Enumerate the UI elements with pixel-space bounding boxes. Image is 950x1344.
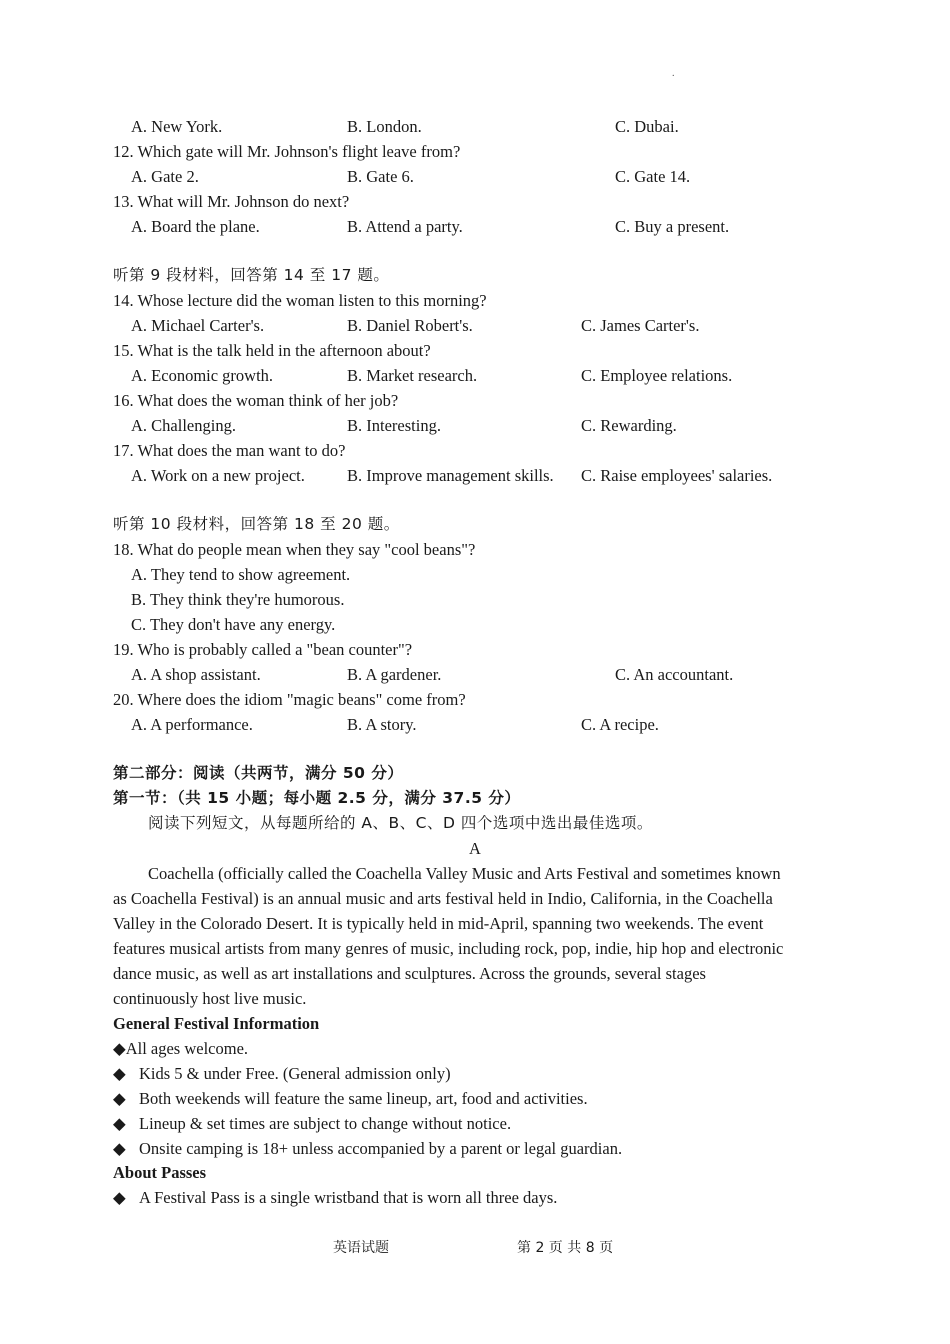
passage-line-3: Valley in the Colorado Desert. It is typically held in mid-April, spanning two weekends. The event	[113, 914, 764, 933]
q15-option-a: A. Economic growth.	[131, 366, 274, 385]
general-item: ◆All ages welcome.	[113, 1039, 249, 1058]
general-info-heading: General Festival Information	[113, 1014, 320, 1033]
general-item: ◆ Both weekends will feature the same lineup, art, food and activities.	[113, 1086, 588, 1111]
q16-option-a: A. Challenging.	[131, 416, 236, 435]
q15-option-b: B. Market research.	[347, 366, 478, 385]
q18-option-c: C. They don't have any energy.	[131, 615, 336, 634]
q13-option-b: B. Attend a party.	[347, 217, 463, 236]
q17-option-c: C. Raise employees' salaries.	[581, 466, 773, 485]
passage-line-1: Coachella (officially called the Coachella Valley Music and Arts Festival and sometimes known	[148, 864, 781, 883]
q20-option-a: A. A performance.	[131, 715, 253, 734]
q13-question: 13. What will Mr. Johnson do next?	[113, 192, 350, 211]
diamond-bullet-icon: ◆	[113, 1139, 126, 1158]
q16-option-b: B. Interesting.	[347, 416, 441, 435]
general-item: ◆ Kids 5 & under Free. (General admission only)	[113, 1061, 451, 1086]
q15-option-c: C. Employee relations.	[581, 366, 733, 385]
diamond-bullet-icon: ◆	[113, 1089, 126, 1108]
q12-option-b: B. Gate 6.	[347, 167, 414, 186]
q14-option-c: C. James Carter's.	[581, 316, 700, 335]
passage-letter: A	[469, 839, 481, 858]
section-10-heading: 听第 10 段材料，回答第 18 至 20 题。	[113, 515, 400, 533]
q12-option-c: C. Gate 14.	[615, 167, 691, 186]
q16-option-c: C. Rewarding.	[581, 416, 677, 435]
q11-option-c: C. Dubai.	[615, 117, 679, 136]
q19-option-b: B. A gardener.	[347, 665, 442, 684]
footer-subject: 英语试题	[333, 1240, 389, 1256]
passage-line-6: continuously host live music.	[113, 989, 307, 1008]
q20-option-c: C. A recipe.	[581, 715, 659, 734]
q20-question: 20. Where does the idiom "magic beans" come from?	[113, 690, 466, 709]
q11-option-a: A. New York.	[131, 117, 223, 136]
passes-heading: About Passes	[113, 1163, 207, 1182]
diamond-bullet-icon: ◆	[113, 1188, 126, 1207]
q19-question: 19. Who is probably called a "bean counter"?	[113, 640, 413, 659]
q14-option-a: A. Michael Carter's.	[131, 316, 265, 335]
part-2-title: 第二部分：阅读（共两节，满分 50 分）	[113, 764, 404, 782]
passage-line-4: features musical artists from many genres of music, including rock, pop, indie, hip hop and electronic	[113, 939, 784, 958]
q12-question: 12. Which gate will Mr. Johnson's flight leave from?	[113, 142, 461, 161]
passage-line-5: dance music, as well as art installations and sculptures. Across the grounds, several stages	[113, 964, 706, 983]
general-item: ◆ Lineup & set times are subject to change without notice.	[113, 1111, 511, 1136]
footer-page-number: 第 2 页 共 8 页	[517, 1240, 614, 1256]
q14-option-b: B. Daniel Robert's.	[347, 316, 473, 335]
q17-option-b: B. Improve management skills.	[347, 466, 554, 485]
diamond-bullet-icon: ◆	[113, 1064, 126, 1083]
q20-option-b: B. A story.	[347, 715, 417, 734]
q18-option-b: B. They think they're humorous.	[131, 590, 345, 609]
passage-line-2: as Coachella Festival) is an annual music and arts festival held in Indio, California, in the Coachella	[113, 889, 773, 908]
q14-question: 14. Whose lecture did the woman listen to this morning?	[113, 291, 487, 310]
q13-option-c: C. Buy a present.	[615, 217, 730, 236]
diamond-bullet-icon: ◆	[113, 1114, 126, 1133]
general-item: ◆ Onsite camping is 18+ unless accompanied by a parent or legal guardian.	[113, 1136, 622, 1161]
q17-option-a: A. Work on a new project.	[131, 466, 305, 485]
q17-question: 17. What does the man want to do?	[113, 441, 346, 460]
q11-option-b: B. London.	[347, 117, 422, 136]
q18-question: 18. What do people mean when they say "cool beans"?	[113, 540, 476, 559]
diamond-bullet-icon: ◆	[113, 1039, 126, 1058]
passes-item: ◆ A Festival Pass is a single wristband that is worn all three days.	[113, 1185, 557, 1210]
q15-question: 15. What is the talk held in the afternoon about?	[113, 341, 431, 360]
q19-option-c: C. An accountant.	[615, 665, 734, 684]
reading-instruction: 阅读下列短文，从每题所给的 A、B、C、D 四个选项中选出最佳选项。	[148, 814, 653, 832]
q12-option-a: A. Gate 2.	[131, 167, 199, 186]
q19-option-a: A. A shop assistant.	[131, 665, 261, 684]
corner-mark: .	[672, 68, 675, 79]
q18-option-a: A. They tend to show agreement.	[131, 565, 351, 584]
section-9-heading: 听第 9 段材料，回答第 14 至 17 题。	[113, 266, 390, 284]
q13-option-a: A. Board the plane.	[131, 217, 260, 236]
section-1-title: 第一节：（共 15 小题；每小题 2.5 分，满分 37.5 分）	[113, 789, 521, 807]
q16-question: 16. What does the woman think of her job?	[113, 391, 399, 410]
